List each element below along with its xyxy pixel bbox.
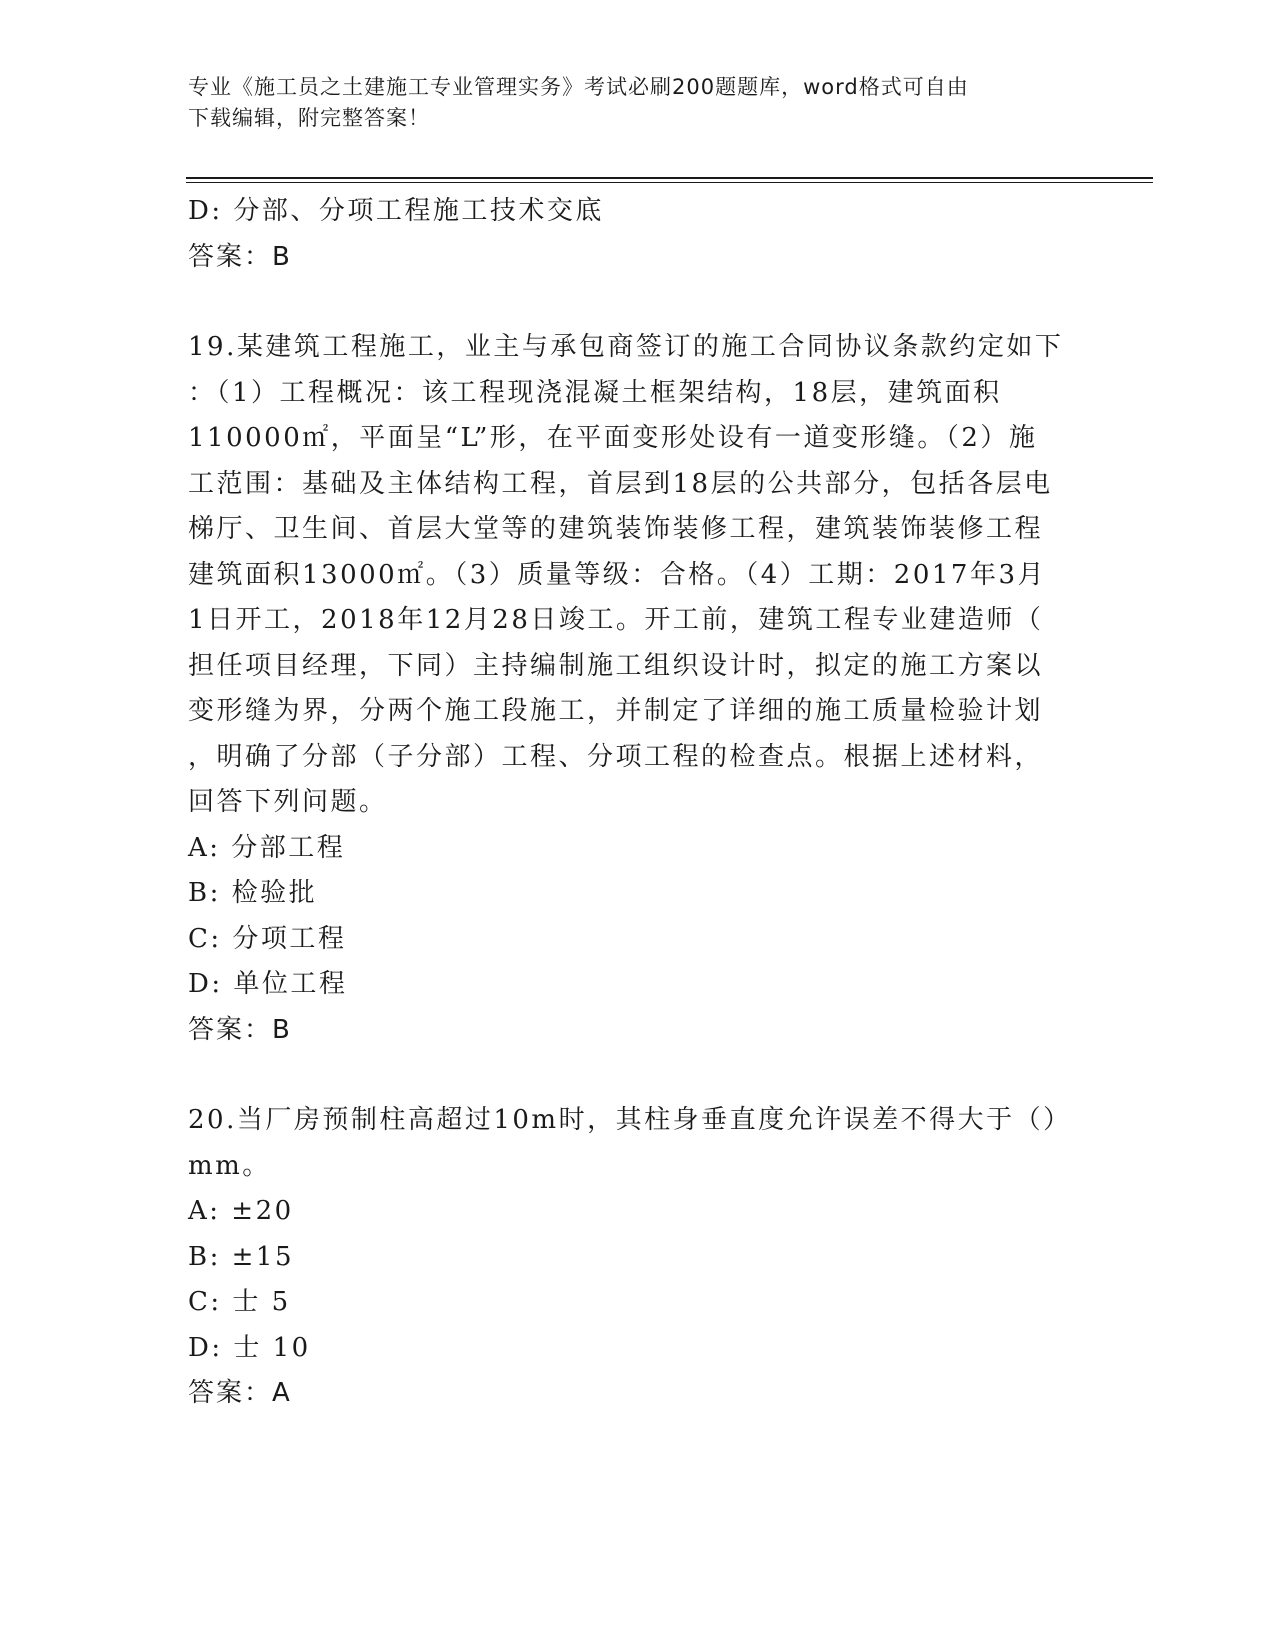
question-20 — [188, 1098, 1088, 1417]
header-line-1: 专业《施工员之土建施工专业管理实务》考试必刷200题题库，word格式可自由 — [188, 75, 969, 99]
answer: 答案：B — [188, 241, 292, 272]
question-stem-line: 19.某建筑工程施工，业主与承包商签订的施工合同协议条款约定如下 — [188, 332, 1064, 362]
option-c: C: 士 5 — [188, 1287, 291, 1317]
option-d: D: 士 10 — [188, 1332, 311, 1363]
page-header — [188, 72, 1088, 134]
option-d: D: 单位工程 — [188, 969, 348, 999]
option-a: A: ±20 — [188, 1196, 294, 1226]
question-stem-line: 20.当厂房预制柱高超过10m时，其柱身垂直度允许误差不得大于（） — [188, 1105, 1072, 1135]
option-c: C: 分项工程 — [188, 923, 347, 954]
question-18-tail — [188, 189, 1088, 280]
spacer — [188, 1053, 1088, 1098]
question-stem-line: 工范围：基础及主体结构工程，首层到18层的公共部分，包括各层电 — [188, 468, 1053, 499]
option-a: A: 分部工程 — [188, 832, 346, 863]
option-d: D: 分部、分项工程施工技术交底 — [188, 196, 604, 226]
spacer — [188, 280, 1088, 325]
question-stem-line: 110000㎡，平面呈“L”形，在平面变形处设有一道变形缝。（2）施 — [188, 423, 1038, 453]
question-stem-line: 梯厅、卫生间、首层大堂等的建筑装饰装修工程，建筑装饰装修工程 — [188, 514, 1044, 544]
question-stem-line: ，明确了分部（子分部）工程、分项工程的检查点。根据上述材料， — [188, 741, 1044, 772]
option-b: B: ±15 — [188, 1241, 294, 1272]
question-stem-line: mm。 — [188, 1150, 271, 1181]
question-stem-line: 建筑面积13000㎡。（3）质量等级：合格。（4）工期：2017年3月 — [188, 559, 1047, 590]
header-line-2: 下载编辑，附完整答案！ — [188, 106, 430, 130]
header-divider-thick — [186, 177, 1153, 179]
question-19 — [188, 325, 1088, 1053]
question-stem-line: 变形缝为界，分两个施工段施工，并制定了详细的施工质量检验计划 — [188, 696, 1044, 726]
question-stem-line: 1日开工，2018年12月28日竣工。开工前，建筑工程专业建造师（ — [188, 605, 1044, 635]
answer: 答案：A — [188, 1378, 292, 1408]
question-stem-line: ：（1）工程概况：该工程现浇混凝土框架结构，18层，建筑面积 — [188, 377, 1002, 408]
answer: 答案：B — [188, 1014, 292, 1045]
header-divider-thin — [186, 182, 1153, 183]
question-stem-line: 回答下列问题。 — [188, 787, 388, 817]
question-stem-line: 担任项目经理，下同）主持编制施工组织设计时，拟定的施工方案以 — [188, 650, 1044, 681]
option-b: B: 检验批 — [188, 878, 318, 908]
document-body — [188, 189, 1088, 1417]
